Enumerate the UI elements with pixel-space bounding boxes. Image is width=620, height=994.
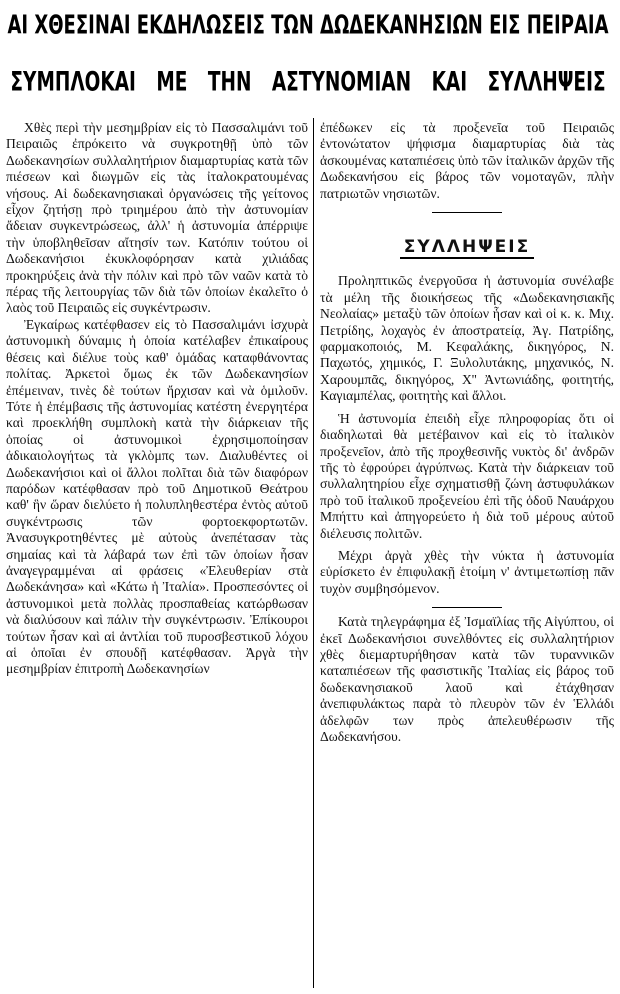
- article-paragraph: Μέχρι ἀργὰ χθὲς τὴν νύκτα ἡ ἀστυνομία εὑρίσκετο ἐν ἐπιφυλακῇ ἑτοίμη ν' ἀντιμετωπίσῃ πᾶν τυχὸν συμβησόμενον.: [320, 547, 614, 596]
- separator-rule: [432, 212, 502, 213]
- headline-line-2: ΣΥΜΠΛΟΚΑΙ ΜΕ ΤΗΝ ΑΣΤΥΝΟΜΙΑΝ ΚΑΙ ΣΥΛΛΗΨΕΙΣ: [10, 67, 606, 98]
- article-paragraph: Χθὲς περὶ τὴν μεσημβρίαν εἰς τὸ Πασσαλιμάνι τοῦ Πειραιῶς ἐπρόκειτο νὰ συγκροτηθῇ ὑπὸ τῶν Δωδεκανησίων συλλαλητήριον διαμαρτυρίας κατὰ τῶν πιέσεων καὶ διωγμῶν εἰς τὰς ἰταλοκρατουμένας νήσους. Αἱ δωδεκανησιακαὶ ὀργανώσεις τῆς γείτονος εἶχον ζητήσῃ πρὸ τριημέρου ἀπὸ τὴν ἀστυνομίαν ἄδειαν συγκεντρώσεως, ἀλλ' ἡ ἀστυνομία ἀπέρριψε τὴν ὑποβληθεῖσαν αἴτησίν των. Κατόπιν τούτου οἱ Δωδεκανήσιοι ἐκυκλοφόρησαν κατὰ χιλιάδας προκηρύξεις ἀνὰ τὴν πόλιν καὶ πρὸ τῶν ναῶν κατὰ τὸ πέρας τῆς λειτουργίας τῶν διὰ τῶν ὁποίων ἐκαλεῖτο ὁ λαὸς τοῦ Πειραιῶς εἰς συγκέντρωσιν.: [6, 120, 308, 316]
- section-heading-text: ΣΥΛΛΗΨΕΙΣ: [400, 239, 534, 259]
- article-paragraph: Ἐγκαίρως κατέφθασεν εἰς τὸ Πασσαλιμάνι ἰσχυρὰ ἀστυνομικὴ δύναμις ἡ ὁποία κατέλαβεν ἐπικαίρους θέσεις καὶ διέλυε τοὺς καθ' ὁμάδας καταφθάνοντας πολίτας. Ἀρκετοὶ ὅμως ἐκ τῶν Δωδεκανησίων ἐπέμειναν, τινὲς δὲ τούτων ἤρχισαν καὶ νὰ ὁμιλοῦν. Τότε ἡ ἐπέμβασις τῆς ἀστυνομίας κατέστη ἐνεργητέρα καὶ προεκλήθη συμπλοκὴ κατὰ τὴν διάρκειαν τῆς ὁποίας οἱ ἀστυνομικοὶ ἐχρησιμοποίησαν ἀδικαιολογήτως τὰ γκλὸμπς των. Διαλυθέντες οἱ Δωδεκανήσιοι καὶ οἱ ἄλλοι πολῖται διὰ τῶν διαφόρων παρόδων κατέφθασαν πρὸ τοῦ Δημοτικοῦ Θεάτρου καθ' ἣν ὥραν διελύετο ἡ πολυπληθεστέρα ἐντὸς αὐτοῦ συγκέντρωσις τῶν φορτοεκφορτωτῶν. Ἀνασυγκροτηθέντες μὲ αὐτοὺς ἀνεπέτασαν τὰς σημαίας καὶ τὰ λάβαρά των ἐπὶ τῶν ὁποίων ἦσαν ἀναγεγραμμέναι αἱ φράσεις «Ἐλευθερίαν στὰ Δωδεκάνησα» καὶ «Κάτω ἡ Ἰταλία». Προσπεσόντες οἱ ἀστυνομικοὶ μετὰ πολλὰς προσπαθείας κατώρθωσαν νὰ διαλύσουν καὶ πάλιν τὴν συγκέντρωσιν. Ἐπίκουροι τούτων ἦσαν καὶ αἱ ἀντλίαι τοῦ πυροσβεστικοῦ λόχου αἱ ὁποῖαι ἐν σπουδῇ κατέφθασαν. Ἀργὰ τὴν μεσημβρίαν ἐπιτροπὴ Δωδεκανησίων: [6, 316, 308, 677]
- column-divider: [313, 118, 314, 988]
- headline-line-1: ΑΙ ΧΘΕΣΙΝΑΙ ΕΚΔΗΛΩΣΕΙΣ ΤΩΝ ΔΩΔΕΚΑΝΗΣΙΩΝ ΕΙΣ ΠΕΙΡΑΙΑ: [7, 10, 609, 41]
- article-paragraph: Κατὰ τηλεγράφημα ἐξ Ἰσμαϊλίας τῆς Αἰγύπτου, οἱ ἐκεῖ Δωδεκανήσιοι συνελθόντες εἰς συλλαλητήριον χθὲς διεμαρτυρήθησαν κατὰ τῶν τυραννικῶν καταπιέσεων τῆς φασιστικῆς Ἰταλίας εἰς βάρος τοῦ δωδεκανησιακοῦ λαοῦ καὶ ἐτάχθησαν ἀνεπιφυλάκτως παρὰ τὸ πλευρὸν τῶν ἐν Ἑλλάδι ἀδελφῶν των πρὸς ἀπελευθέρωσιν τῆς Δωδεκανήσου.: [320, 614, 614, 744]
- left-column: [6, 120, 308, 678]
- section-heading: [320, 239, 614, 259]
- article-paragraph: Ἡ ἀστυνομία ἐπειδὴ εἶχε πληροφορίας ὅτι οἱ διαδηλωταὶ θὰ μετέβαινον καὶ εἰς τὸ ἰταλικὸν προξενεῖον, ἀπὸ τῆς προχθεσινῆς νυκτὸς δι' ἀνδρῶν τῆς τὸ ἐφρούρει ἀγρύπνως. Κατὰ τὴν διάρκειαν τοῦ συλλαλητηρίου εἶχε σχηματισθῇ ζώνη ἀστυφυλάκων πρὸ τοῦ ἰταλικοῦ προξενείου ἐπὶ τῆς ὁδοῦ Ναυάρχου Μπήττυ καὶ ἀπηγορεύετο ἡ διὰ τοῦ μέρους αὐτοῦ διέλευσις πολιτῶν.: [320, 410, 614, 541]
- article-paragraph: Προληπτικῶς ἐνεργοῦσα ἡ ἀστυνομία συνέλαβε τὰ μέλη τῆς διοικήσεως τῆς «Δωδεκανησιακῆς Νεολαίας» μεταξὺ τῶν ὁποίων ἦσαν καὶ οἱ κ. κ. Μιχ. Πετρίδης, λοχαγὸς ἐν ἀποστρατείᾳ, Ἀγ. Πατρίδης, φαρμακοποιός, Μ. Κεφαλάκης, δικηγόρος, Ν. Παχωτός, χημικός, Γ. Ξυλολυτάκης, μηχανικός, Ν. Χαρουμπᾶς, δικηγόρος, Χ'' Ἀντωνιάδης, φοιτητής, Καγιαμπέλας, φοιτητὴς καὶ ἄλλοι.: [320, 273, 614, 404]
- article-paragraph: ἐπέδωκεν εἰς τὰ προξενεῖα τοῦ Πειραιῶς ἐντονώτατον ψήφισμα διαμαρτυρίας διὰ τὰς ἀσκουμένας καταπιέσεις ὑπὸ τῶν ἰταλικῶν ἀρχῶν τῆς Δωδεκανήσου εἰς βάρος τῶν νομοταγῶν, πλὴν πατριωτῶν νησιωτῶν.: [320, 120, 614, 201]
- right-column: [320, 120, 614, 745]
